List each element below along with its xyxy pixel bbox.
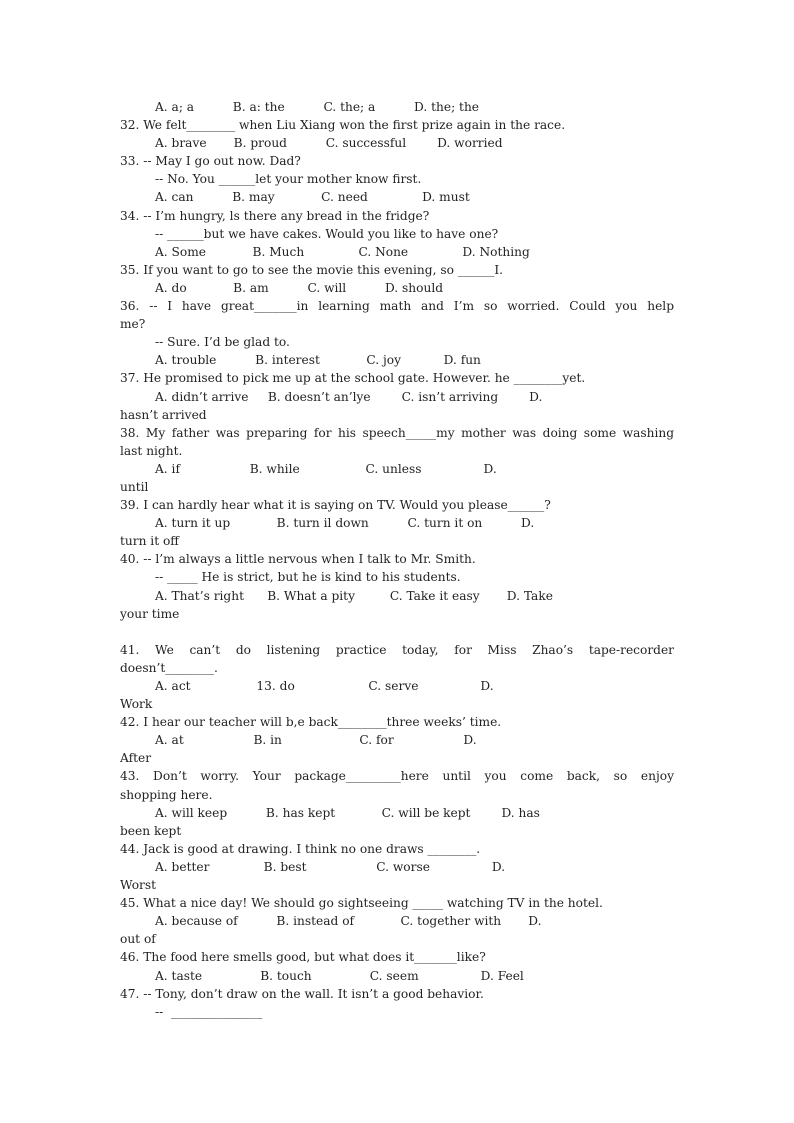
q44-options-cont: Worst <box>120 878 157 893</box>
q41-options: A. act 13. do C. serve D. <box>155 679 494 693</box>
q31-options: A. a; a B. a: the C. the; a D. the; the <box>155 100 480 114</box>
q37-options: A. didn’t arrive B. doesn’t an’lye C. isn’t arriving D. <box>155 389 543 404</box>
q33-options: A. can B. may C. need D. must <box>155 190 470 205</box>
q40-stem: 40. -- l’m always a little nervous when I talk to Mr. Smith. <box>120 552 476 567</box>
q40-options: A. That’s right B. What a pity C. Take it easy D. Take <box>155 588 553 603</box>
q37-stem: 37. He promised to pick me up at the school gate. However. he ________yet. <box>120 371 586 386</box>
q45-options: A. because of B. instead of C. together with D. <box>155 914 542 929</box>
q43-stem-cont: shopping here. <box>120 787 213 802</box>
q36-dialogue: -- Sure. I’d be glad to. <box>155 335 290 350</box>
q42-stem: 42. I hear our teacher will b,e back________three weeks’ time. <box>120 715 502 730</box>
q41-stem-cont: doesn’t________. <box>120 660 218 675</box>
q38-options: A. if B. while C. unless D. <box>155 461 497 476</box>
q43-options: A. will keep B. has kept C. will be kept D. has <box>155 805 540 820</box>
q38-stem-cont: last night. <box>120 443 183 458</box>
q44-options: A. better B. best C. worse D. <box>155 859 506 874</box>
q40-dialogue: -- _____ He is strict, but he is kind to his students. <box>155 570 461 585</box>
q43-options-cont: been kept <box>120 823 182 838</box>
q38-options-cont: until <box>120 479 149 494</box>
q44-stem: 44. Jack is good at drawing. I think no one draws ________. <box>120 841 481 856</box>
q45-options-cont: out of <box>120 932 156 947</box>
q47-stem: 47. -- Tony, don’t draw on the wall. It isn’t a good behavior. <box>120 986 484 1001</box>
q47-dialogue: -- _______________ <box>155 1004 263 1019</box>
q43-stem: 43. Don’t worry. Your package_________here until you come back, so enjoy <box>120 769 674 784</box>
exam-page <box>120 98 674 1021</box>
q36-stem: 36. -- I have great_______in learning math and I’m so worried. Could you help <box>120 299 674 314</box>
q39-options-cont: turn it off <box>120 534 179 549</box>
q35-stem: 35. If you want to go to see the movie this evening, so ______I. <box>120 262 504 277</box>
q40-options-cont: your time <box>120 606 180 621</box>
q42-options: A. at B. in C. for D. <box>155 733 477 748</box>
q34-dialogue: -- ______but we have cakes. Would you like to have one? <box>155 226 499 241</box>
q46-stem: 46. The food here smells good, but what does it_______like? <box>120 950 486 965</box>
q36-options: A. trouble B. interest C. joy D. fun <box>155 353 481 368</box>
q45-stem: 45. What a nice day! We should go sightseeing _____ watching TV in the hotel. <box>120 896 603 911</box>
q32-stem: 32. We felt________ when Liu Xiang won the first prize again in the race. <box>120 118 566 133</box>
q35-options: A. do B. am C. will D. should <box>155 280 444 295</box>
q34-stem: 34. -- I’m hungry, ls there any bread in the fridge? <box>120 208 430 223</box>
q42-options-cont: After <box>120 751 152 766</box>
q33-dialogue: -- No. You ______let your mother know first. <box>155 172 422 187</box>
q41-options-cont: Work <box>120 697 153 712</box>
q37-options-cont: hasn’t arrived <box>120 407 207 422</box>
q39-stem: 39. I can hardly hear what it is saying on TV. Would you please______? <box>120 498 551 513</box>
q41-stem: 41. We can’t do listening practice today, for Miss Zhao’s tape-recorder <box>120 642 674 657</box>
q36-stem-cont: me? <box>120 317 146 332</box>
q34-options: A. Some B. Much C. None D. Nothing <box>155 244 530 259</box>
q32-options: A. brave B. proud C. successful D. worried <box>155 136 503 151</box>
q33-stem: 33. -- May I go out now. Dad? <box>120 154 301 169</box>
q39-options: A. turn it up B. turn il down C. turn it on D. <box>155 516 535 531</box>
q38-stem: 38. My father was preparing for his speech_____my mother was doing some washing <box>120 425 674 440</box>
blank-line <box>120 623 674 641</box>
q46-options: A. taste B. touch C. seem D. Feel <box>155 968 524 983</box>
